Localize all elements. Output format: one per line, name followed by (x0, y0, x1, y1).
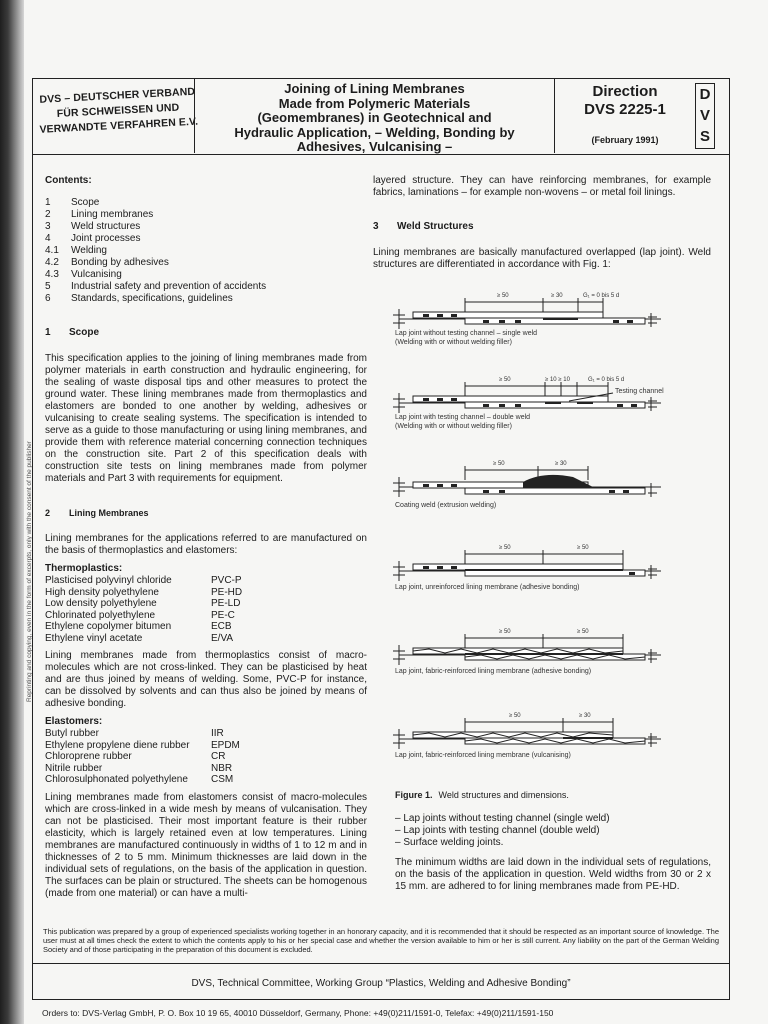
material-row: Ethylene propylene diene rubber EPDM (45, 739, 240, 751)
thermoplastics-text: Lining membranes made from thermoplastics consist of macro-molecules which are not cross-linked. They can be plasticised by heat and are thus joined by means of welding. Some, PVC-P for instance, can be dissolved by solvents and can thus also be joined by means of adhesive bonding. (45, 650, 367, 709)
title-line-1: Joining of Lining Membranes (284, 81, 465, 96)
dim-label: ≥ 50 (499, 629, 511, 635)
toc-item[interactable]: 4.3 Vulcanising (45, 269, 122, 280)
right-column (373, 159, 711, 893)
org-line-2: FÜR SCHWEISSEN UND (56, 101, 180, 120)
direction-label: Direction (592, 83, 658, 100)
figure-caption-main: Figure 1. Weld structures and dimensions. (395, 790, 569, 800)
binding-shadow (0, 0, 24, 1024)
figure-lap-double-weld (373, 369, 711, 453)
document-title (195, 79, 555, 153)
continuation-text: layered structure. They can have reinforcing membranes, for example fabrics, laminations – for example non-wovens – or metal foil linings. (373, 175, 711, 198)
figure-coating-weld (373, 453, 711, 537)
dim-label: G₁ = 0 bis 5 d (583, 293, 620, 299)
org-box (33, 79, 199, 153)
dim-label: ≥ 50 (577, 545, 589, 551)
direction-date: (February 1991) (591, 135, 659, 145)
weld-heading: 3 Weld Structures (373, 221, 474, 232)
toc-item[interactable]: 1 Scope (45, 197, 100, 208)
direction-box (555, 79, 729, 153)
figure-caption: Lap joint, unreinforced lining membrane (adhesive bonding) (395, 584, 580, 591)
toc-item[interactable]: 6 Standards, specifications, guidelines (45, 293, 233, 304)
dim-label: ≥ 30 (551, 293, 563, 299)
title-line-2: Made from Polymeric Materials (278, 95, 471, 111)
toc-item[interactable]: 5 Industrial safety and prevention of accidents (45, 281, 267, 292)
figure-adhesive-fabric (373, 621, 711, 705)
org-line-3: VERWANDTE VERFAHREN E.V. (39, 115, 199, 136)
material-row: Chloroprene rubber CR (45, 751, 226, 762)
thermoplastics-heading: Thermoplastics: (45, 563, 123, 574)
figure-caption: Coating weld (extrusion welding) (395, 502, 497, 509)
figure-caption: Lap joint, fabric-reinforced lining membrane (adhesive bonding) (395, 668, 592, 675)
elastomers-heading: Elastomers: (45, 716, 103, 727)
footer-divider (33, 963, 729, 964)
title-line-3: (Geomembranes) in Geotechnical and (257, 110, 492, 125)
orders-line: Orders to: DVS-Verlag GmbH, P. O. Box 10 19 65, 40010 Düsseldorf, Germany, Phone: +49(0)211/1591-0, Telefax: +49(0)211/1591-150 (42, 1008, 554, 1018)
list-item: – Lap joints without testing channel (single weld) (395, 813, 610, 824)
material-row: High density polyethylene PE-HD (45, 586, 243, 598)
contents-title: Contents: (45, 175, 92, 186)
figure-caption: Lap joint without testing channel – single weld (Welding with or without welding filler) (395, 330, 538, 346)
lining-heading: 2 Lining Membranes (45, 508, 149, 518)
material-row: Ethylene copolymer bitumen ECB (45, 621, 232, 632)
document-frame (32, 78, 730, 1000)
toc-item[interactable]: 4.2 Bonding by adhesives (45, 257, 169, 268)
document-page[interactable]: Reprinting and copying, even in the form of excerpts, only with the consent of the publisher DVS – DEUTSCHER VERBAND FÜR SCHWEISSEN UND VERWANDTE VERFAHREN E.V. Joining of Lining Membranes Made from Polymeric Materials (Geomembranes) in Geotechnical and Hydraulic Application, – Welding, Bonding by Adhesives, Vulcanising – Direction DVS 2225-1 (February 1991) D V S Contents: 1 Scope 2 Lining membranes 3 Weld structures 4 Joint processes 4.1 Welding 4.2 Bonding by adhesives 4.3 Vulcanising 5 Industrial safety and prevention of accidents 6 Standards, specifications, guidelines 1 Scope This specification applies to the joining of lining membranes made from polymer materials in earth construction and hydraulic engineering, for the sealing of waste disposal tips and other measures to protect the ground water. These lining membranes made from thermoplastics and elastomers are bonded to one another by welding, adhesives or vulcanising to create sealing systems. The specification is intended to serve as a guide to those manufacturing or using lining membranes, and provide them with reference material concerning connection techniques on the construction site. Part 2 of this specification deals with construction site tests on lining membranes made from polymer materials and Part 3 with requirements for equipment. 2 Lining Membranes Lining membranes for the applications referred to are manufactured on the basis of thermoplastics and elastomers: Thermoplastics: Plasticised polyvinyl chloride PVC-P High density polyethylene PE-HD Low density polyethylene PE-LD Chlorinated polyethylene PE-C Ethylene copolymer bitumen ECB Ethylene vinyl acetate E/VA Lining membranes made from thermoplastics consist of macro-molecules which are not cross-linked. They can be plasticised by heat and are thus joined by means of welding. Some, PVC-P for instance, can be dissolved by solvents and can thus also be joined by means of adhesive bonding. Elastomers: Butyl rubber IIR Ethylene propylene diene rubber EPDM Chloroprene rubber CR Nitrile rubber NBR Chlorosulphonated polyethylene CSM Lining membranes made from elastomers consist of macro-molecules which are cross-linked in a wide mesh by means of vulcanisation. They can not be plasticised. Their most important feature is their rubber elasticity, which is largely retained even at low temperatures. Lining membranes are manufactured continuously in widths of 1 to 12 m and in thicknesses of 2 to 5 mm. Minimum thicknesses are laid down in the individual sets of regulations, on the basis of the application in question. The surfaces can be plain or structured. The sheets can be homogenous (made from one material) or can have a multi- layered structure. They can have reinforcing membranes, for example fabrics, laminations – for example non-wovens – or metal foil linings. 3 Weld Structures Lining membranes are basically manufactured overlapped (lap joint). Weld structures are differentiated in accordance with Fig. 1: ≥ 50 ≥ 30 G₁ = 0 bis 5 d Lap joint without testing channel – single weld (Welding with or without welding filler) ≥ 50 ≥ 10 ≥ 10 G₁ = 0 bis 5 d Testing channel Lap joint with testing channel – double weld (Welding with or without welding filler) ≥ 50 ≥ 30 Coating weld (extrusion welding) ≥ 50 ≥ 50 Lap joint, unreinforced lining membrane (adhesive bonding) ≥ 50 ≥ 50 Lap joint, fabric-reinforced lining membrane (adhesive bonding) ≥ 50 ≥ 30 Lap joint, fabric-reinforced lining membrane (vulcanising) Figure 1. Weld structures and dimensions. – Lap joints without testing channel (single weld) – Lap joints with testing channel (double weld) – Surface welding joints. The minimum widths are laid down in the individual sets of regulations, on the basis of the application in question. Weld widths from 30 or 2 x 15 mm. are adhered to for lining membranes made from PE-HD. This publication was prepared by a group of experienced specialists working together in an honorary capacity, and it is recommended that it should be respected as an important source of knowledge. The user must at all times check the extent to which the contents apply to his or her special case and whether the version available to him or her is still current. Any liability on the part of the German Welding Society and of those participating in the preparation of this document is excluded. DVS, Technical Committee, Working Group “Plastics, Welding and Adhesive Bonding” Orders to: DVS-Verlag GmbH, P. O. Box 10 19 65, 40010 Düsseldorf, Germany, Phone: +49(0)211/1591-0, Telefax: +49(0)211/1591-150 (24, 0, 768, 1024)
dim-label: ≥ 50 (577, 629, 589, 635)
disclaimer-note: This publication was prepared by a group of experienced specialists working together in an honorary capacity, and it is recommended that it should be respected as an important source of knowledge. The user must at all times check the extent to which the contents apply to his or her special case and whether the version available to him or her is still current. Any liability on the part of the German Welding Society and of those participating in the preparation of this document is excluded. (43, 927, 719, 954)
logo-letter-s: S (699, 128, 710, 145)
figure-caption: Lap joint, fabric-reinforced lining membrane (vulcanising) (395, 752, 571, 759)
toc-item[interactable]: 3 Weld structures (45, 221, 141, 232)
toc-item[interactable]: 4 Joint processes (45, 233, 141, 244)
material-row: Low density polyethylene PE-LD (45, 598, 241, 609)
dim-label: ≥ 50 (497, 293, 509, 299)
material-row: Plasticised polyvinyl chloride PVC-P (45, 575, 242, 586)
material-row: Butyl rubber IIR (45, 728, 224, 739)
dim-label: ≥ 50 (499, 377, 511, 383)
dim-label: ≥ 50 (509, 713, 521, 719)
scope-heading: 1 Scope (45, 327, 100, 338)
toc-item[interactable]: 4.1 Welding (45, 245, 107, 256)
figure-lap-single-weld (373, 285, 711, 369)
weld-types-list (395, 813, 711, 849)
material-row: Ethylene vinyl acetate E/VA (45, 632, 234, 644)
header (33, 79, 729, 155)
dim-label: ≥ 50 (499, 545, 511, 551)
elastomers-list (45, 728, 367, 786)
dim-label: ≥ 30 (579, 713, 591, 719)
elastomers-text: Lining membranes made from elastomers consist of macro-molecules which are cross-linked in a wide mesh by means of vulcanisation. They can not be plasticised. Their most important feature is their rubber elasticity, which is largely retained even at low temperatures. Lining membranes are manufactured continuously in widths of 1 to 12 m and in thicknesses of 2 to 5 mm. Minimum thicknesses are laid down in the individual sets of regulations, on the basis of the application in question. The surfaces can be plain or structured. The sheets can be homogenous (made from one material) or can have a multi- (45, 791, 367, 899)
figure-adhesive-unreinforced (373, 537, 711, 621)
minimum-widths-text: The minimum widths are laid down in the individual sets of regulations, on the basis of the application in question. Weld widths from 30 or 2 x 15 mm. are adhered to for lining membranes made from PE-HD. (395, 857, 711, 892)
dim-label: G₁ = 0 bis 5 d (588, 377, 625, 383)
scope-text: This specification applies to the joining of lining membranes made from polymer materials in earth construction and hydraulic engineering, for the sealing of waste disposal tips and other measures to protect the ground water. These lining membranes made from thermoplastics and elastomers are bonded to one another by welding, adhesives or vulcanising to create sealing systems. The specification is intended to serve as a guide to those manufacturing or using lining membranes, and provide them with reference material concerning connection techniques on the construction site. Part 2 of this specification deals with construction site tests on lining membranes made from polymer materials and Part 3 with requirements for equipment. (45, 353, 367, 484)
org-line-1: DVS – DEUTSCHER VERBAND (39, 85, 196, 106)
lining-intro: Lining membranes for the applications referred to are manufactured on the basis of thermoplastics and elastomers: (45, 533, 367, 556)
thermoplastics-list (45, 575, 367, 644)
committee-line: DVS, Technical Committee, Working Group “Plastics, Welding and Adhesive Bonding” (191, 978, 571, 989)
logo-letter-d: D (699, 86, 711, 103)
material-row: Nitrile rubber NBR (45, 762, 233, 774)
title-line-4: Hydraulic Application, – Welding, Bonding by (234, 124, 515, 140)
left-column (45, 159, 367, 900)
testing-channel-callout: Testing channel (615, 388, 664, 395)
weld-text: Lining membranes are basically manufactured overlapped (lap joint). Weld structures are differentiated in accordance with Fig. 1: (373, 247, 711, 270)
list-item: – Lap joints with testing channel (double weld) (395, 825, 600, 836)
material-row: Chlorinated polyethylene PE-C (45, 609, 235, 621)
contents-list (45, 197, 367, 305)
figure-vulcanising (373, 705, 711, 781)
toc-item[interactable]: 2 Lining membranes (45, 209, 154, 220)
dim-label: ≥ 50 (493, 461, 505, 467)
figure-caption: Lap joint with testing channel – double weld (Welding with or without welding filler) (395, 414, 531, 430)
dvs-logo (695, 83, 715, 149)
dim-label: ≥ 10 ≥ 10 (545, 377, 570, 383)
list-item: – Surface welding joints. (395, 837, 504, 848)
material-row: Chlorosulphonated polyethylene CSM (45, 774, 234, 785)
direction-code: DVS 2225-1 (584, 101, 666, 118)
logo-letter-v: V (699, 107, 710, 124)
dim-label: ≥ 30 (555, 461, 567, 467)
title-line-5: Adhesives, Vulcanising – (296, 139, 453, 154)
